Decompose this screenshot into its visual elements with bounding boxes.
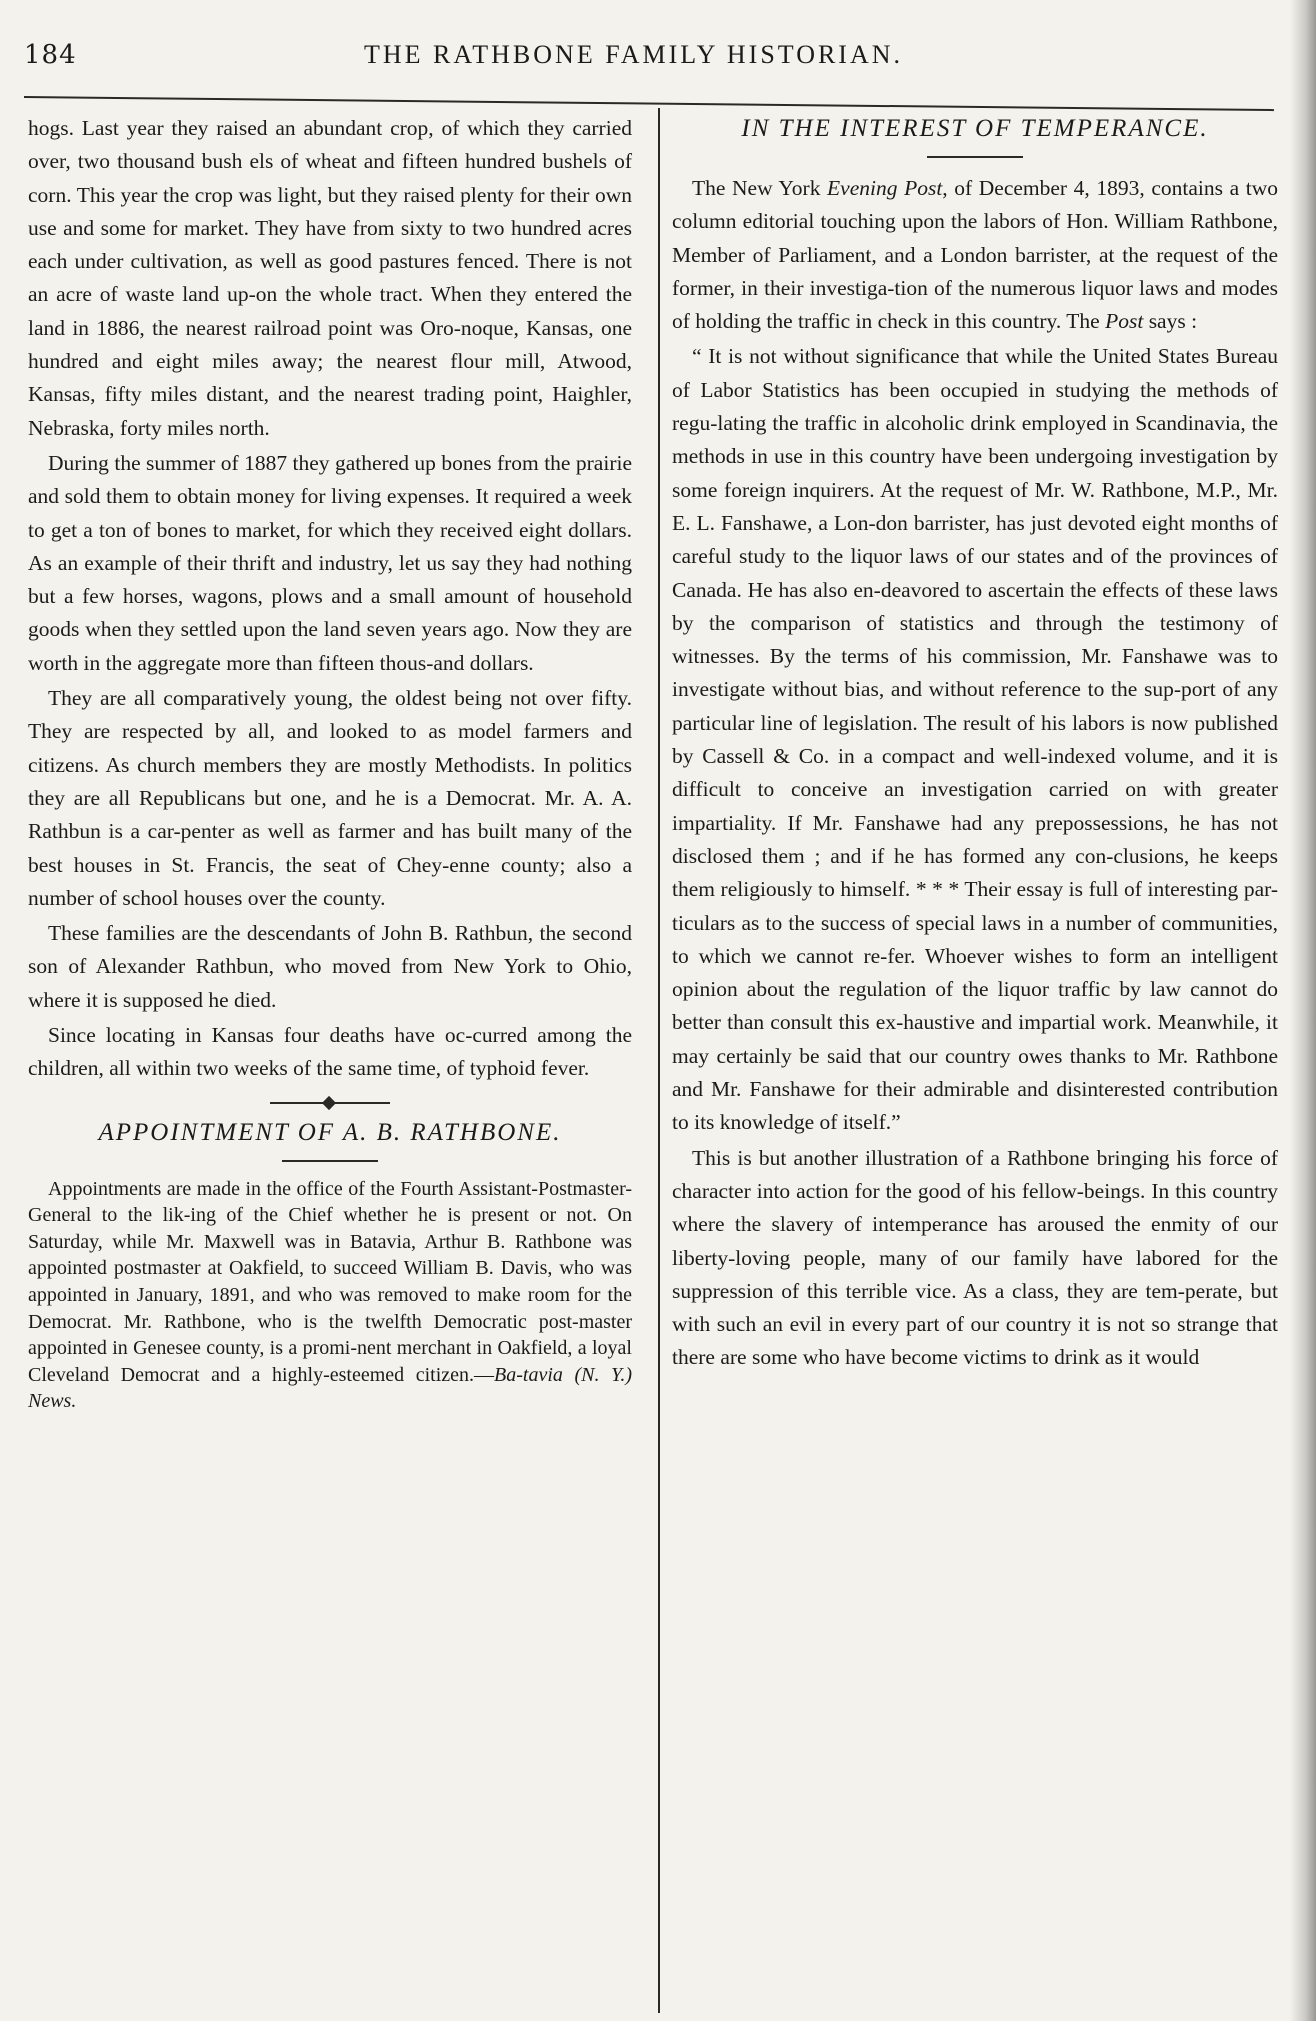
left-column: [28, 112, 632, 1415]
page-header: [24, 36, 1264, 76]
text-run: The New York: [692, 176, 828, 200]
publication-name: Evening Post: [827, 176, 943, 200]
left-paragraph-4: These families are the descendants of John B. Rathbun, the second son of Alexander Rathbun, who moved from New York to Ohio, where it is supposed he died.: [28, 921, 632, 1012]
section-ornament: [270, 1098, 390, 1108]
left-paragraph-6: [28, 1176, 632, 1415]
page-edge-shadow: [1290, 0, 1316, 2021]
column-divider: [658, 108, 660, 2013]
running-title: THE RATHBONE FAMILY HISTORIAN.: [364, 40, 904, 69]
left-paragraph-2: During the summer of 1887 they gathered up bones from the prairie and sold them to obtain money for living expenses. It required a week to get a ton of bones to market, for which they received eight dollars. As an example of their thrift and industry, let us say they had nothing but a few horses, wagons, plows and a small amount of household goods when they settled upon the land seven years ago. Now they are worth in the aggregate more than fifteen thous-and dollars.: [28, 450, 632, 675]
header-rule: [24, 96, 1274, 111]
left-paragraph-1: hogs. Last year they raised an abundant crop, of which they carried over, two thousand bush els of wheat and fifteen hundred bushels of corn. This year the crop was light, but they raised plenty for their own use and some for market. They have from sixty to two hundred acres each under cultivation, as well as good pastures fenced. There is not an acre of waste land up-on the whole tract. When they entered the land in 1886, the nearest railroad point was Oro-noque, Kansas, one hundred and eight miles away; the nearest flour mill, Atwood, Kansas, fifty miles distant, and the nearest trading point, Haighler, Nebraska, forty miles north.: [28, 116, 632, 440]
title-rule: [927, 156, 1023, 158]
right-paragraph-2: “ It is not without significance that while the United States Bureau of Labor Statistics has been occupied in studying the methods of regu-lating the traffic in alcoholic drink employed in Scandinavia, the methods in use in this country have been undergoing investigation by some foreign inquirers. At the request of Mr. W. Rathbone, M.P., Mr. E. L. Fanshawe, a Lon-don barrister, has just devoted eight months of careful study to the liquor laws of our states and of the provinces of Canada. He has also en-deavored to ascertain the effects of these laws by the comparison of statistics and through the testimony of witnesses. By the terms of his commission, Mr. Fanshawe was to investigate without bias, and without reference to the sup-port of any particular line of legislation. The result of his labors is now published by Cassell & Co. in a compact and well-indexed volume, and it is difficult to conceive an investigation carried on with greater impartiality. If Mr. Fanshawe had any prepossessions, he has not disclosed them ; and if he has formed any con-clusions, he keeps them religiously to himself. * * * Their essay is full of interesting par-ticulars as to the success of special laws in a number of communities, to which we cannot re-fer. Whoever wishes to form an intelligent opinion about the regulation of the liquor traffic by law cannot do better than consult this ex-haustive and impartial work. Meanwhile, it may certainly be said that our country owes thanks to Mr. Rathbone and Mr. Fanshawe for their admirable and disinterested contribution to its knowledge of itself.”: [672, 344, 1278, 1135]
right-paragraph-1: [672, 172, 1278, 338]
right-paragraph-3: This is but another illustration of a Rathbone bringing his force of character into action for the good of his fellow-beings. In this country where the slavery of intemperance has aroused the enmity of our liberty-loving people, many of our family have labored for the suppression of this terrible vice. As a class, they are tem-perate, but with such an evil in every part of our country it is not so strange that there are some who have become victims to drink as it would: [672, 1145, 1278, 1370]
section-title-temperance: IN THE INTEREST OF TEMPERANCE.: [741, 115, 1209, 142]
right-column: [672, 112, 1278, 1375]
text-run: , of December 4, 1893, contains a two column editorial touching upon the labors of Hon. William Rathbone, Member of Parliament, and a London barrister, at the request of the former, in their investiga-tion of the numerous liquor laws and modes of holding the traffic in check in this country. The: [672, 176, 1278, 334]
appointment-text: Appointments are made in the office of the Fourth Assistant-Postmaster-General to the lik-ing of the Chief whether he is present or not. On Saturday, while Mr. Maxwell was in Batavia, Arthur B. Rathbone was appointed postmaster at Oakfield, to succeed William B. Davis, who was appointed in January, 1891, and who was removed to make room for the Democrat. Mr. Rathbone, who is the twelfth Democratic post-master appointed in Genesee county, is a promi-nent merchant in Oakfield, a loyal Cleveland Democrat and a highly-esteemed citizen.—: [28, 1177, 632, 1386]
text-run: says :: [1143, 309, 1198, 334]
section-title-appointment: APPOINTMENT OF A. B. RATHBONE.: [98, 1118, 562, 1146]
page-number: 184: [24, 40, 77, 70]
publication-short-name: Post: [1105, 309, 1144, 334]
title-rule: [282, 1160, 378, 1162]
left-paragraph-5: Since locating in Kansas four deaths have oc-curred among the children, all within two weeks of the same time, of typhoid fever.: [28, 1023, 632, 1081]
appointment-source: Ba-tavia (N. Y.) News.: [28, 1363, 632, 1413]
left-paragraph-3: They are all comparatively young, the oldest being not over fifty. They are respected by all, and looked to as model farmers and citizens. As church members they are mostly Methodists. In politics they are all Republicans but one, and he is a Democrat. Mr. A. A. Rathbun is a car-penter as well as farmer and has built many of the best houses in St. Francis, the seat of Chey-enne county; also a number of school houses over the county.: [28, 686, 632, 910]
